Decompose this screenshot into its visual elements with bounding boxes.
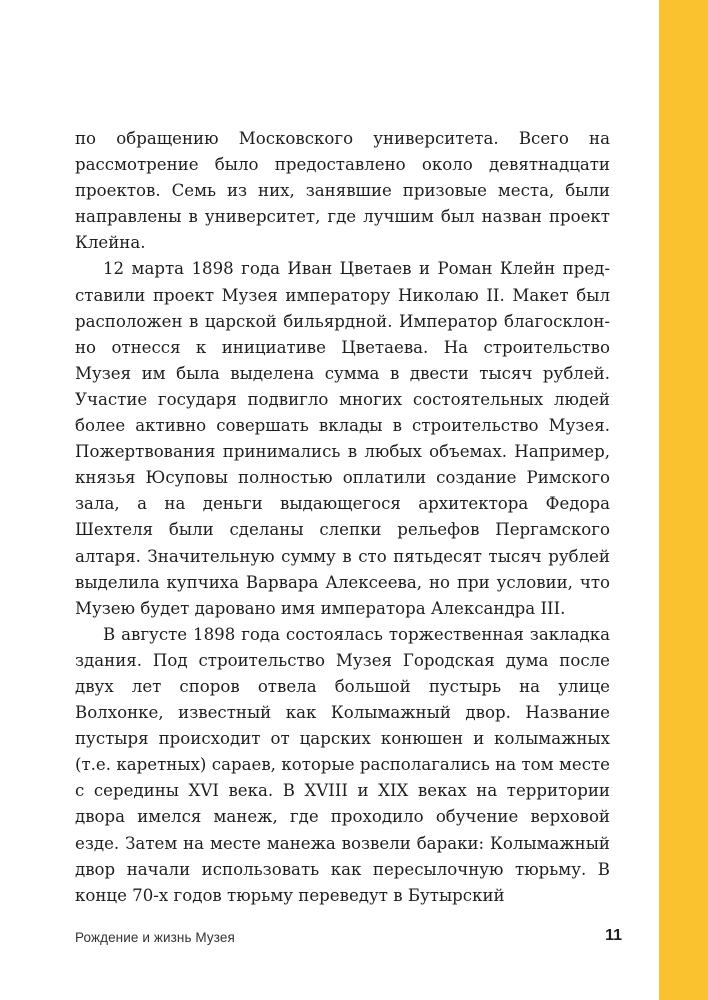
paragraph-3: В августе 1898 года состоялась торжественная закладка здания. Под строительство Музея Городская дума после двух лет споров отвела большой пустырь на улице Волхонке, известный как Колымажный двор. Название пустыря происходит от царских конюшен и колымажных (т.е. каретных) сараев, которые располагались на том месте с середины XVI века. В XVIII и XIX веках на территории двора имелся манеж, где проходило обучение верховой езде. Затем на месте манежа возвели бараки: Колымажный двор начали использовать как пересылочную тюрьму. В конце 70-х годов тюрьму переведут в Бутырский bbox=[75, 624, 610, 905]
body-text bbox=[75, 126, 610, 909]
paragraph-2: 12 марта 1898 года Иван Цветаев и Роман Клейн представили проект Музея императору Николаю II. Макет был расположен в царской бильярдной. Император благосклонно отнесся к инициативе Цветаева. На строительство Музея им была выделена сумма в двести тысяч рублей. Участие государя подвигло многих состоятельных людей более активно совершать вклады в строительство Музея. Пожертвования принимались в любых объемах. Например, князья Юсуповы полностью оплатили создание Римского зала, а на деньги выдающегося архитектора Федора Шехтеля были сделаны слепки рельефов Пергамского алтаря. Значительную сумму в сто пятьдесят тысяч рублей выделила купчиха Варвара Алексеева, но при условии, что Музею будет даровано имя императора Александра III. bbox=[75, 259, 610, 618]
running-title: Рождение и жизнь Музея bbox=[75, 930, 235, 945]
accent-side-band bbox=[659, 0, 708, 1000]
page-number: 11 bbox=[605, 927, 622, 944]
paragraph-1: по обращению Московского университета. Всего на рассмотрение было предоставлено около девятнадцати проектов. Семь из них, занявшие призовые места, были направлены в университет, где лучшим был назван проект Клейна. bbox=[75, 129, 610, 253]
